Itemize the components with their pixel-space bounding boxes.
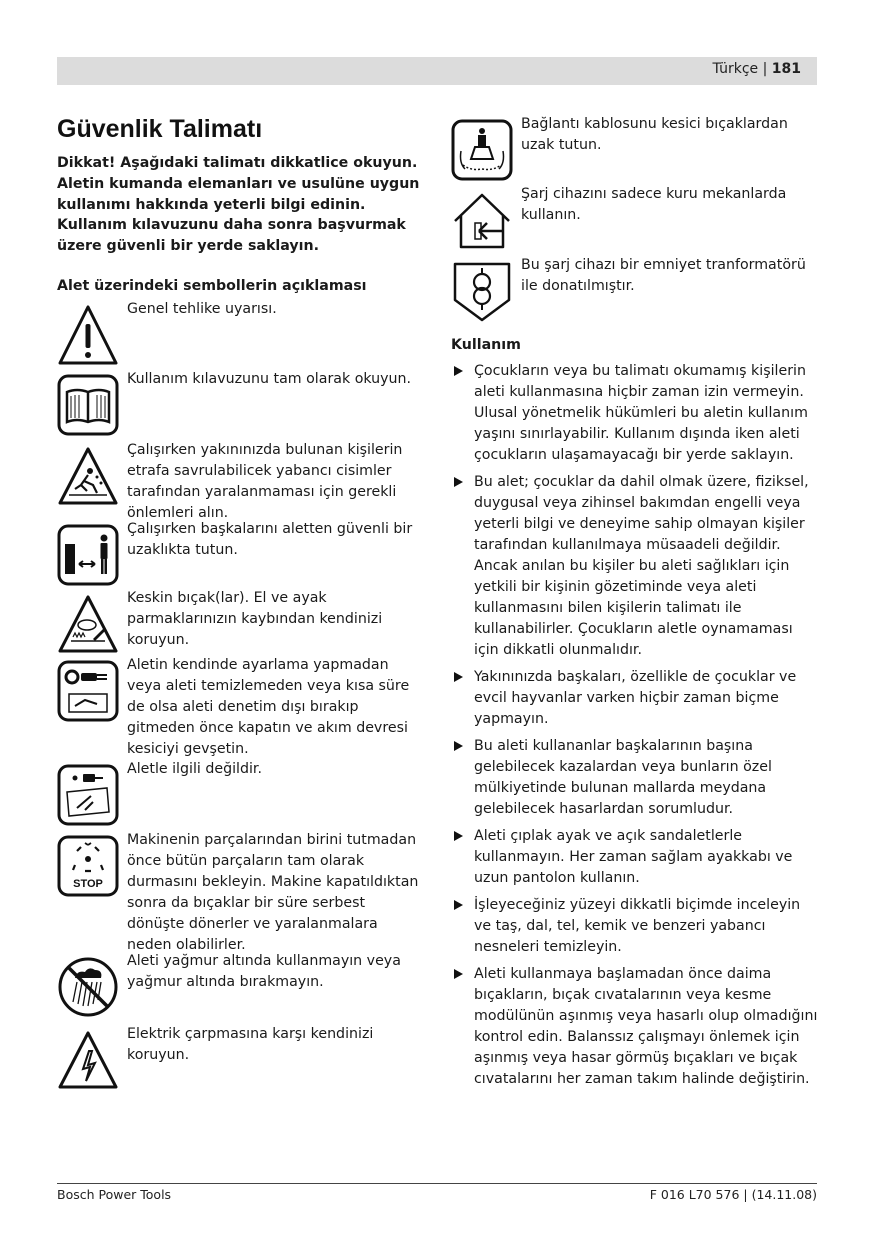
stop-label: STOP bbox=[73, 877, 103, 890]
symbol-description: Çalışırken başkalarını aletten güvenli bir uzaklıkta tutun. bbox=[127, 520, 413, 558]
symbol-row-stop bbox=[57, 831, 425, 956]
bullet-arrow-icon bbox=[454, 366, 463, 376]
symbol-description: Çalışırken yakınınızda bulunan kişilerin etrafa savrulabilicek yabancı cisimler tarafından yaralanmaması için gerekli önlemleri alın. bbox=[127, 441, 403, 521]
page-title: Güvenlik Talimatı bbox=[57, 115, 263, 143]
usage-bullet-list bbox=[451, 361, 819, 1090]
symbol-row-safety-transformer bbox=[451, 257, 819, 322]
header-language: Türkçe bbox=[712, 61, 759, 77]
symbol-description: Aletle ilgili değildir. bbox=[127, 760, 262, 777]
symbol-description: Aletin kendinde ayarlama yapmadan veya aleti temizlemeden veya kısa süre de olsa aleti denetim dışı bırakıp gitmeden önce kapatın ve akım devresi kesiciyi gevşetin. bbox=[127, 656, 410, 757]
symbol-description: Şarj cihazını sadece kuru mekanlarda kullanın. bbox=[521, 186, 787, 223]
list-item: İşleyeceğiniz yüzeyi dikkatli biçimde inceleyin ve taş, dal, tel, kemik ve benzeri yabancı nesneleri temizleyin. bbox=[451, 895, 819, 958]
symbol-row-safe-distance bbox=[57, 520, 425, 586]
symbol-row-general-hazard bbox=[57, 300, 425, 366]
symbol-description: Makinenin parçalarından birini tutmadan önce bütün parçaların tam olarak durmasını bekleyin. Makine kapatıldıktan sonra da bıçaklar bir süre serbest dönüşte dönerler ve yaralanmalara neden olabilirler. bbox=[127, 831, 419, 953]
symbol-description: Bağlantı kablosunu kesici bıçaklardan uzak tutun. bbox=[521, 116, 788, 153]
not-applicable-icon bbox=[57, 764, 119, 826]
symbol-row-indoor-use bbox=[451, 186, 819, 251]
safe-distance-icon bbox=[57, 524, 119, 586]
left-column bbox=[57, 113, 425, 1091]
symbol-row-no-rain bbox=[57, 952, 425, 1018]
manual-book-icon bbox=[57, 374, 119, 436]
stop-rotation-icon bbox=[57, 835, 119, 897]
symbol-description: Kullanım kılavuzunu tam olarak okuyun. bbox=[127, 370, 412, 387]
symbols-heading: Alet üzerindeki sembollerin açıklaması bbox=[57, 277, 367, 294]
header-separator: | bbox=[762, 61, 768, 77]
warning-triangle-icon bbox=[57, 304, 119, 366]
symbol-row-read-manual bbox=[57, 370, 425, 436]
bullet-arrow-icon bbox=[454, 672, 463, 682]
symbol-description: Keskin bıçak(lar). El ve ayak parmaklarınızın kaybından kendinizi koruyun. bbox=[127, 589, 383, 648]
symbol-row-cable-away bbox=[451, 116, 819, 181]
page-header bbox=[57, 57, 817, 85]
bullet-arrow-icon bbox=[454, 900, 463, 910]
symbol-row-sharp-blades bbox=[57, 589, 425, 655]
list-item: Aleti çıplak ayak ve açık sandaletlerle kullanmayın. Her zaman sağlam ayakkabı ve uzun pantolon kullanın. bbox=[451, 826, 819, 889]
cable-away-icon bbox=[451, 119, 513, 181]
symbol-row-electric-shock bbox=[57, 1025, 425, 1091]
list-item: Aleti kullanmaya başlamadan önce daima bıçakların, bıçak cıvatalarının veya kesme modülünün aşınmış veya hasarlı olup olmadığını kontrol edin. Balanssız çalışmayı önlemek için aşınmış veya hasar görmüş bıçakları ve bıçak cıvatalarını her zaman takım halinde değiştirin. bbox=[451, 964, 819, 1090]
bullet-arrow-icon bbox=[454, 477, 463, 487]
list-item: Bu aleti kullananlar başkalarının başına gelebilecek kazalardan veya bunların özel mülkiyetinde bulunan mallarda meydana gelebilecek hasarlardan sorumludur. bbox=[451, 736, 819, 820]
footer-doc-id: F 016 L70 576 | (14.11.08) bbox=[649, 1187, 817, 1202]
symbol-row-disconnect bbox=[57, 656, 425, 760]
symbol-description: Elektrik çarpmasına karşı kendinizi koruyun. bbox=[127, 1025, 374, 1063]
no-rain-icon bbox=[57, 956, 119, 1018]
safety-transformer-icon bbox=[451, 260, 513, 322]
right-column bbox=[451, 113, 819, 1096]
disconnect-plug-icon bbox=[57, 660, 119, 722]
symbol-description: Aleti yağmur altında kullanmayın veya yağmur altında bırakmayın. bbox=[127, 952, 401, 990]
footer-divider bbox=[57, 1183, 817, 1184]
symbol-row-flying-debris bbox=[57, 441, 425, 524]
bullet-arrow-icon bbox=[454, 831, 463, 841]
indoor-use-icon bbox=[451, 189, 513, 251]
footer-brand: Bosch Power Tools bbox=[57, 1187, 172, 1202]
header-text bbox=[712, 61, 801, 77]
list-item: Yakınınızda başkaları, özellikle de çocuklar ve evcil hayvanlar varken hiçbir zaman biçme yapmayın. bbox=[451, 667, 819, 730]
symbol-description: Bu şarj cihazı bir emniyet tranformatörü ile donatılmıştır. bbox=[521, 257, 806, 294]
bullet-arrow-icon bbox=[454, 741, 463, 751]
safety-warning-text: Dikkat! Aşağıdaki talimatı dikkatlice okuyun. Aletin kumanda elemanları ve usulüne uygun kullanımı hakkında yeterli bilgi edinin. Kullanım kılavuzunu daha sonra başvurmak üzere güvenli bir yerde saklayın. bbox=[57, 155, 420, 255]
page-number: 181 bbox=[771, 61, 801, 77]
list-item: Çocukların veya bu talimatı okumamış kişilerin aleti kullanmasına hiçbir zaman izin vermeyin. Ulusal yönetmelik hükümleri bu aletin kullanım yaşını sınırlayabilir. Kullanım dışında iken aleti çocukların ulaşamayacağı bir yerde saklayın. bbox=[451, 361, 819, 466]
sharp-blades-icon bbox=[57, 593, 119, 655]
usage-heading: Kullanım bbox=[451, 337, 521, 353]
bullet-arrow-icon bbox=[454, 969, 463, 979]
symbol-row-not-applicable bbox=[57, 760, 425, 826]
list-item: Bu alet; çocuklar da dahil olmak üzere, fiziksel, duygusal veya zihinsel bakımdan engelli veya yeterli bilgi ve deneyime sahip olmayan kişiler tarafından kullanılmaya müsaadeli değildir. Ancak anılan bu kişiler bu aleti sağlıkları için yetkili bir kişinin gözetiminde veya aleti kullanmasını bilen kişilerin talimatı ile kullanabilirler. Çocukların aletle oynamaması için dikkatli olunmalıdır. bbox=[451, 472, 819, 661]
flying-debris-icon bbox=[57, 445, 119, 507]
symbol-description: Genel tehlike uyarısı. bbox=[127, 300, 277, 317]
electric-shock-icon bbox=[57, 1029, 119, 1091]
